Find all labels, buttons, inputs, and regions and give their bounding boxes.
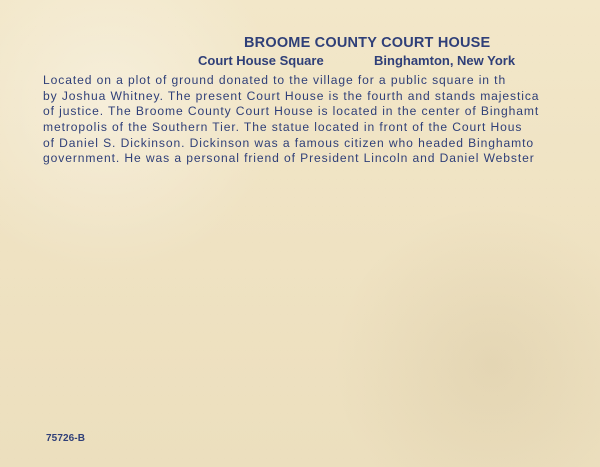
description-line: Located on a plot of ground donated to the village for a public square in th — [43, 73, 507, 87]
description-text — [43, 73, 600, 167]
location-line — [198, 53, 558, 71]
city-state-label: Binghamton, New York — [374, 53, 516, 68]
description-line: metropolis of the Southern Tier. The statue located in front of the Court Hous — [43, 120, 523, 135]
catalog-code: 75726-B — [46, 433, 86, 444]
description-line: by Joshua Whitney. The present Court House is the fourth and stands majestica — [43, 88, 540, 103]
court-house-square-label: Court House Square — [198, 53, 324, 68]
description-line: of justice. The Broome County Court House is located in the center of Binghamt — [43, 104, 540, 119]
page-title: BROOME COUNTY COURT HOUSE — [244, 35, 491, 51]
description-line: government. He was a personal friend of President Lincoln and Daniel Webster — [43, 151, 535, 166]
description-line: of Daniel S. Dickinson. Dickinson was a famous citizen who headed Binghamto — [43, 135, 534, 150]
